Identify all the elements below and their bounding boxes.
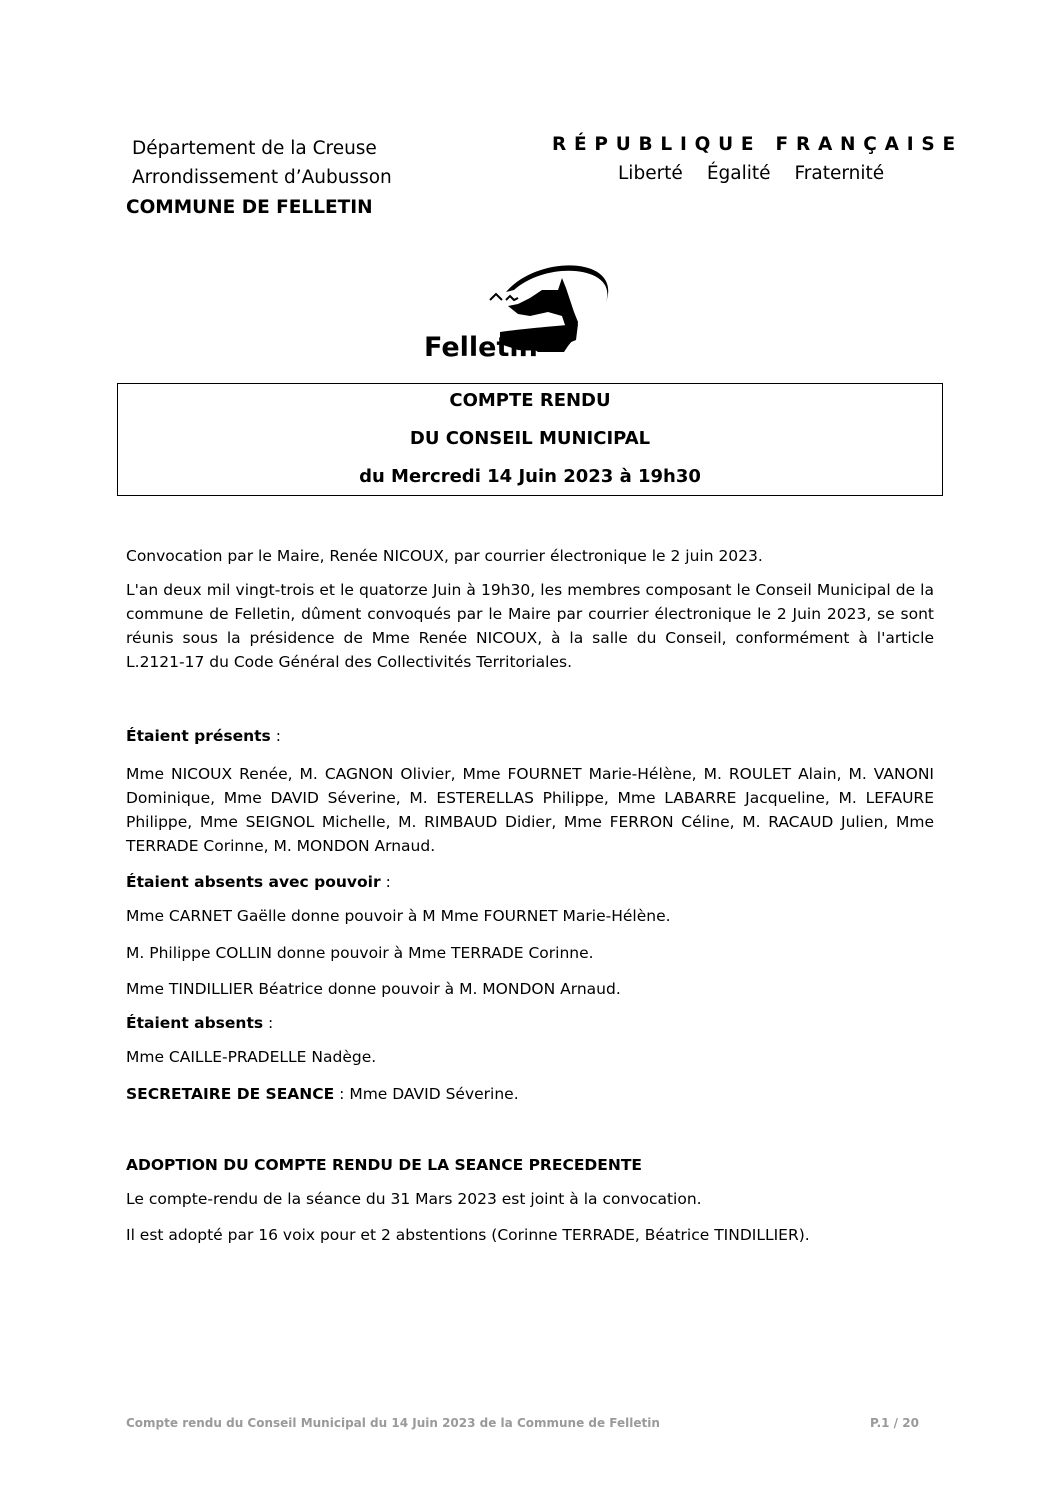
motto — [618, 163, 884, 184]
intro-paragraph: L'an deux mil vingt-trois et le quatorze Juin à 19h30, les membres composant le Conseil Municipal de la commune de Felletin, dûment convoqués par le Maire par courrier électronique le 2 Juin 2023, se sont réunis sous la présidence de Mme Renée NICOUX, à la salle du Conseil, conformément à l'article L.2121-17 du Code Général des Collectivités Territoriales. — [126, 581, 934, 671]
logo-text: Felletin — [424, 332, 538, 360]
adoption-line-2: Il est adopté par 16 voix pour et 2 abstentions (Corinne TERRADE, Béatrice TINDILLIER). — [126, 1226, 810, 1244]
page-number: P.1 / 20 — [870, 1416, 919, 1430]
felletin-logo-graphic — [418, 260, 618, 360]
title-line-3: du Mercredi 14 Juin 2023 à 19h30 — [359, 466, 701, 487]
felletin-logo — [418, 260, 618, 360]
adoption-line-1: Le compte-rendu de la séance du 31 Mars 2023 est joint à la convocation. — [126, 1190, 702, 1208]
absents-heading: Étaient absents — [126, 1014, 264, 1032]
pouvoir-item-2: M. Philippe COLLIN donne pouvoir à Mme TERRADE Corinne. — [126, 944, 594, 962]
arrondissement: Arrondissement d’Aubusson — [132, 167, 392, 188]
pouvoir-item-1: Mme CARNET Gaëlle donne pouvoir à M Mme FOURNET Marie-Hélène. — [126, 907, 671, 925]
absents-pouvoir-suffix: : — [380, 873, 391, 891]
presents-heading-line — [126, 724, 934, 748]
absents-pouvoir-heading: Étaient absents avec pouvoir — [126, 873, 381, 891]
absents-suffix: : — [263, 1014, 274, 1032]
motto-fraternite: Fraternité — [794, 163, 885, 184]
department: Département de la Creuse — [132, 138, 377, 159]
presents-list: Mme NICOUX Renée, M. CAGNON Olivier, Mme FOURNET Marie-Hélène, M. ROULET Alain, M. VANONI Dominique, Mme DAVID Séverine, M. ESTERELLAS Philippe, Mme LABARRE Jacqueline, M. LEFAURE Philippe, Mme SEIGNOL Michelle, M. RIMBAUD Didier, Mme FERRON Céline, M. RACAUD Julien, Mme TERRADE Corinne, M. MONDON Arnaud. — [126, 765, 934, 855]
title-line-2: DU CONSEIL MUNICIPAL — [409, 428, 651, 449]
secretaire-line — [126, 1082, 934, 1106]
commune-name: COMMUNE DE FELLETIN — [126, 197, 373, 218]
title-line-1: COMPTE RENDU — [449, 390, 611, 411]
secretaire-name: : Mme DAVID Séverine. — [334, 1085, 519, 1103]
absents-heading-line — [126, 1011, 934, 1035]
motto-egalite: Égalité — [706, 163, 771, 184]
republic-title: RÉPUBLIQUE FRANÇAISE — [552, 134, 963, 155]
motto-liberte: Liberté — [618, 163, 683, 184]
pouvoir-item-3: Mme TINDILLIER Béatrice donne pouvoir à M. MONDON Arnaud. — [126, 980, 621, 998]
absents-list: Mme CAILLE-PRADELLE Nadège. — [126, 1048, 377, 1066]
header-left — [132, 134, 392, 192]
presents-heading: Étaient présents — [126, 727, 271, 745]
adoption-heading: ADOPTION DU COMPTE RENDU DE LA SEANCE PRECEDENTE — [126, 1156, 643, 1174]
convocation-text: Convocation par le Maire, Renée NICOUX, par courrier électronique le 2 juin 2023. — [126, 547, 763, 565]
absents-pouvoir-heading-line — [126, 870, 934, 894]
footer-text: Compte rendu du Conseil Municipal du 14 Juin 2023 de la Commune de Felletin — [126, 1416, 660, 1430]
presents-suffix: : — [270, 727, 281, 745]
title-box — [117, 383, 943, 496]
secretaire-heading: SECRETAIRE DE SEANCE — [126, 1085, 335, 1103]
